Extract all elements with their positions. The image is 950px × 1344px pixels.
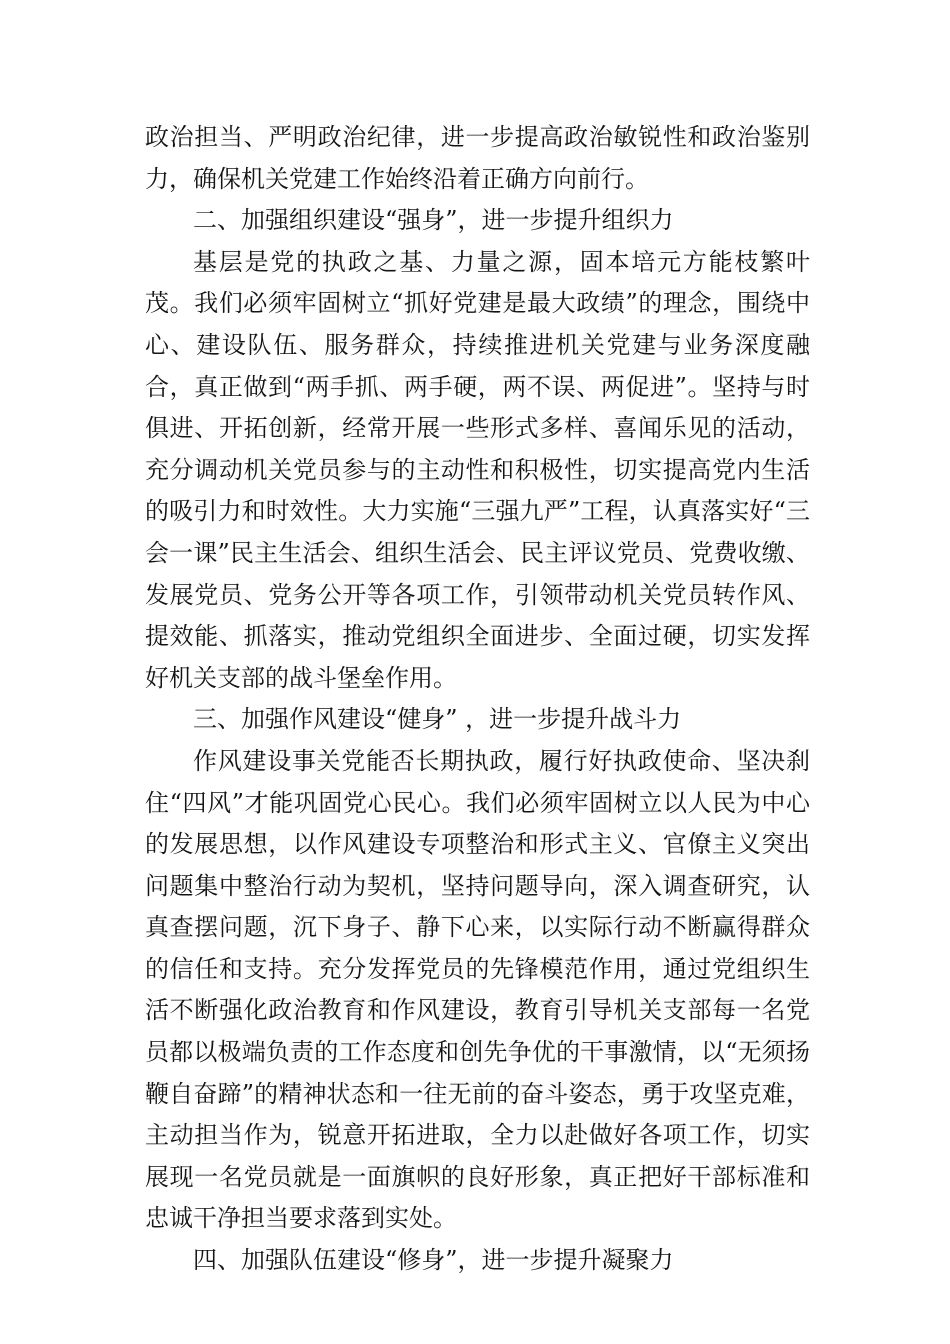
section-heading-2: 二、加强组织建设“强身”，进一步提升组织力 (193, 206, 674, 235)
paragraph-body: 基层是党的执政之基、力量之源，固本培元方能枝繁叶茂。我们必须牢固树立“抓好党建是最大政绩”的理念，围绕中心、建设队伍、服务群众，持续推进机关党建与业务深度融合，真正做到“两手抓、两手硬，两不误、两促进”。坚持与时俱进、开拓创新，经常开展一些形式多样、喜闻乐见的活动，充分调动机关党员参与的主动性和积极性，切实提高党内生活的吸引力和时效性。大力实施“三强九严”工程，认真落实好“三会一课”民主生活会、组织生活会、民主评议党员、党费收缴、发展党员、党务公开等各项工作，引领带动机关党员转作风、提效能、抓落实，推动党组织全面进步、全面过硬，切实发挥好机关支部的战斗堡垒作用。 (145, 247, 810, 692)
section-heading-4: 四、加强队伍建设“修身”，进一步提升凝聚力 (193, 1246, 674, 1275)
section-heading-3: 三、加强作风建设“健身” ，进一步提升战斗力 (193, 705, 682, 734)
paragraph-body: 作风建设事关党能否长期执政，履行好执政使命、坚决刹住“四风”才能巩固党心民心。我们必须牢固树立以人民为中心的发展思想，以作风建设专项整治和形式主义、官僚主义突出问题集中整治行动为契机，坚持问题导向，深入调查研究，认真查摆问题，沉下身子、静下心来，以实际行动不断赢得群众的信任和支持。充分发挥党员的先锋模范作用，通过党组织生活不断强化政治教育和作风建设，教育引导机关支部每一名党员都以极端负责的工作态度和创先争优的干事激情，以“无须扬鞭自奋蹄”的精神状态和一往无前的奋斗姿态，勇于攻坚克难，主动担当作为，锐意开拓进取，全力以赴做好各项工作，切实展现一名党员就是一面旗帜的良好形象，真正把好干部标准和忠诚干净担当要求落到实处。 (145, 746, 810, 1233)
document-body (145, 117, 810, 1282)
paragraph-continuation: 政治担当、严明政治纪律，进一步提高政治敏锐性和政治鉴别力，确保机关党建工作始终沿着正确方向前行。 (145, 123, 810, 193)
